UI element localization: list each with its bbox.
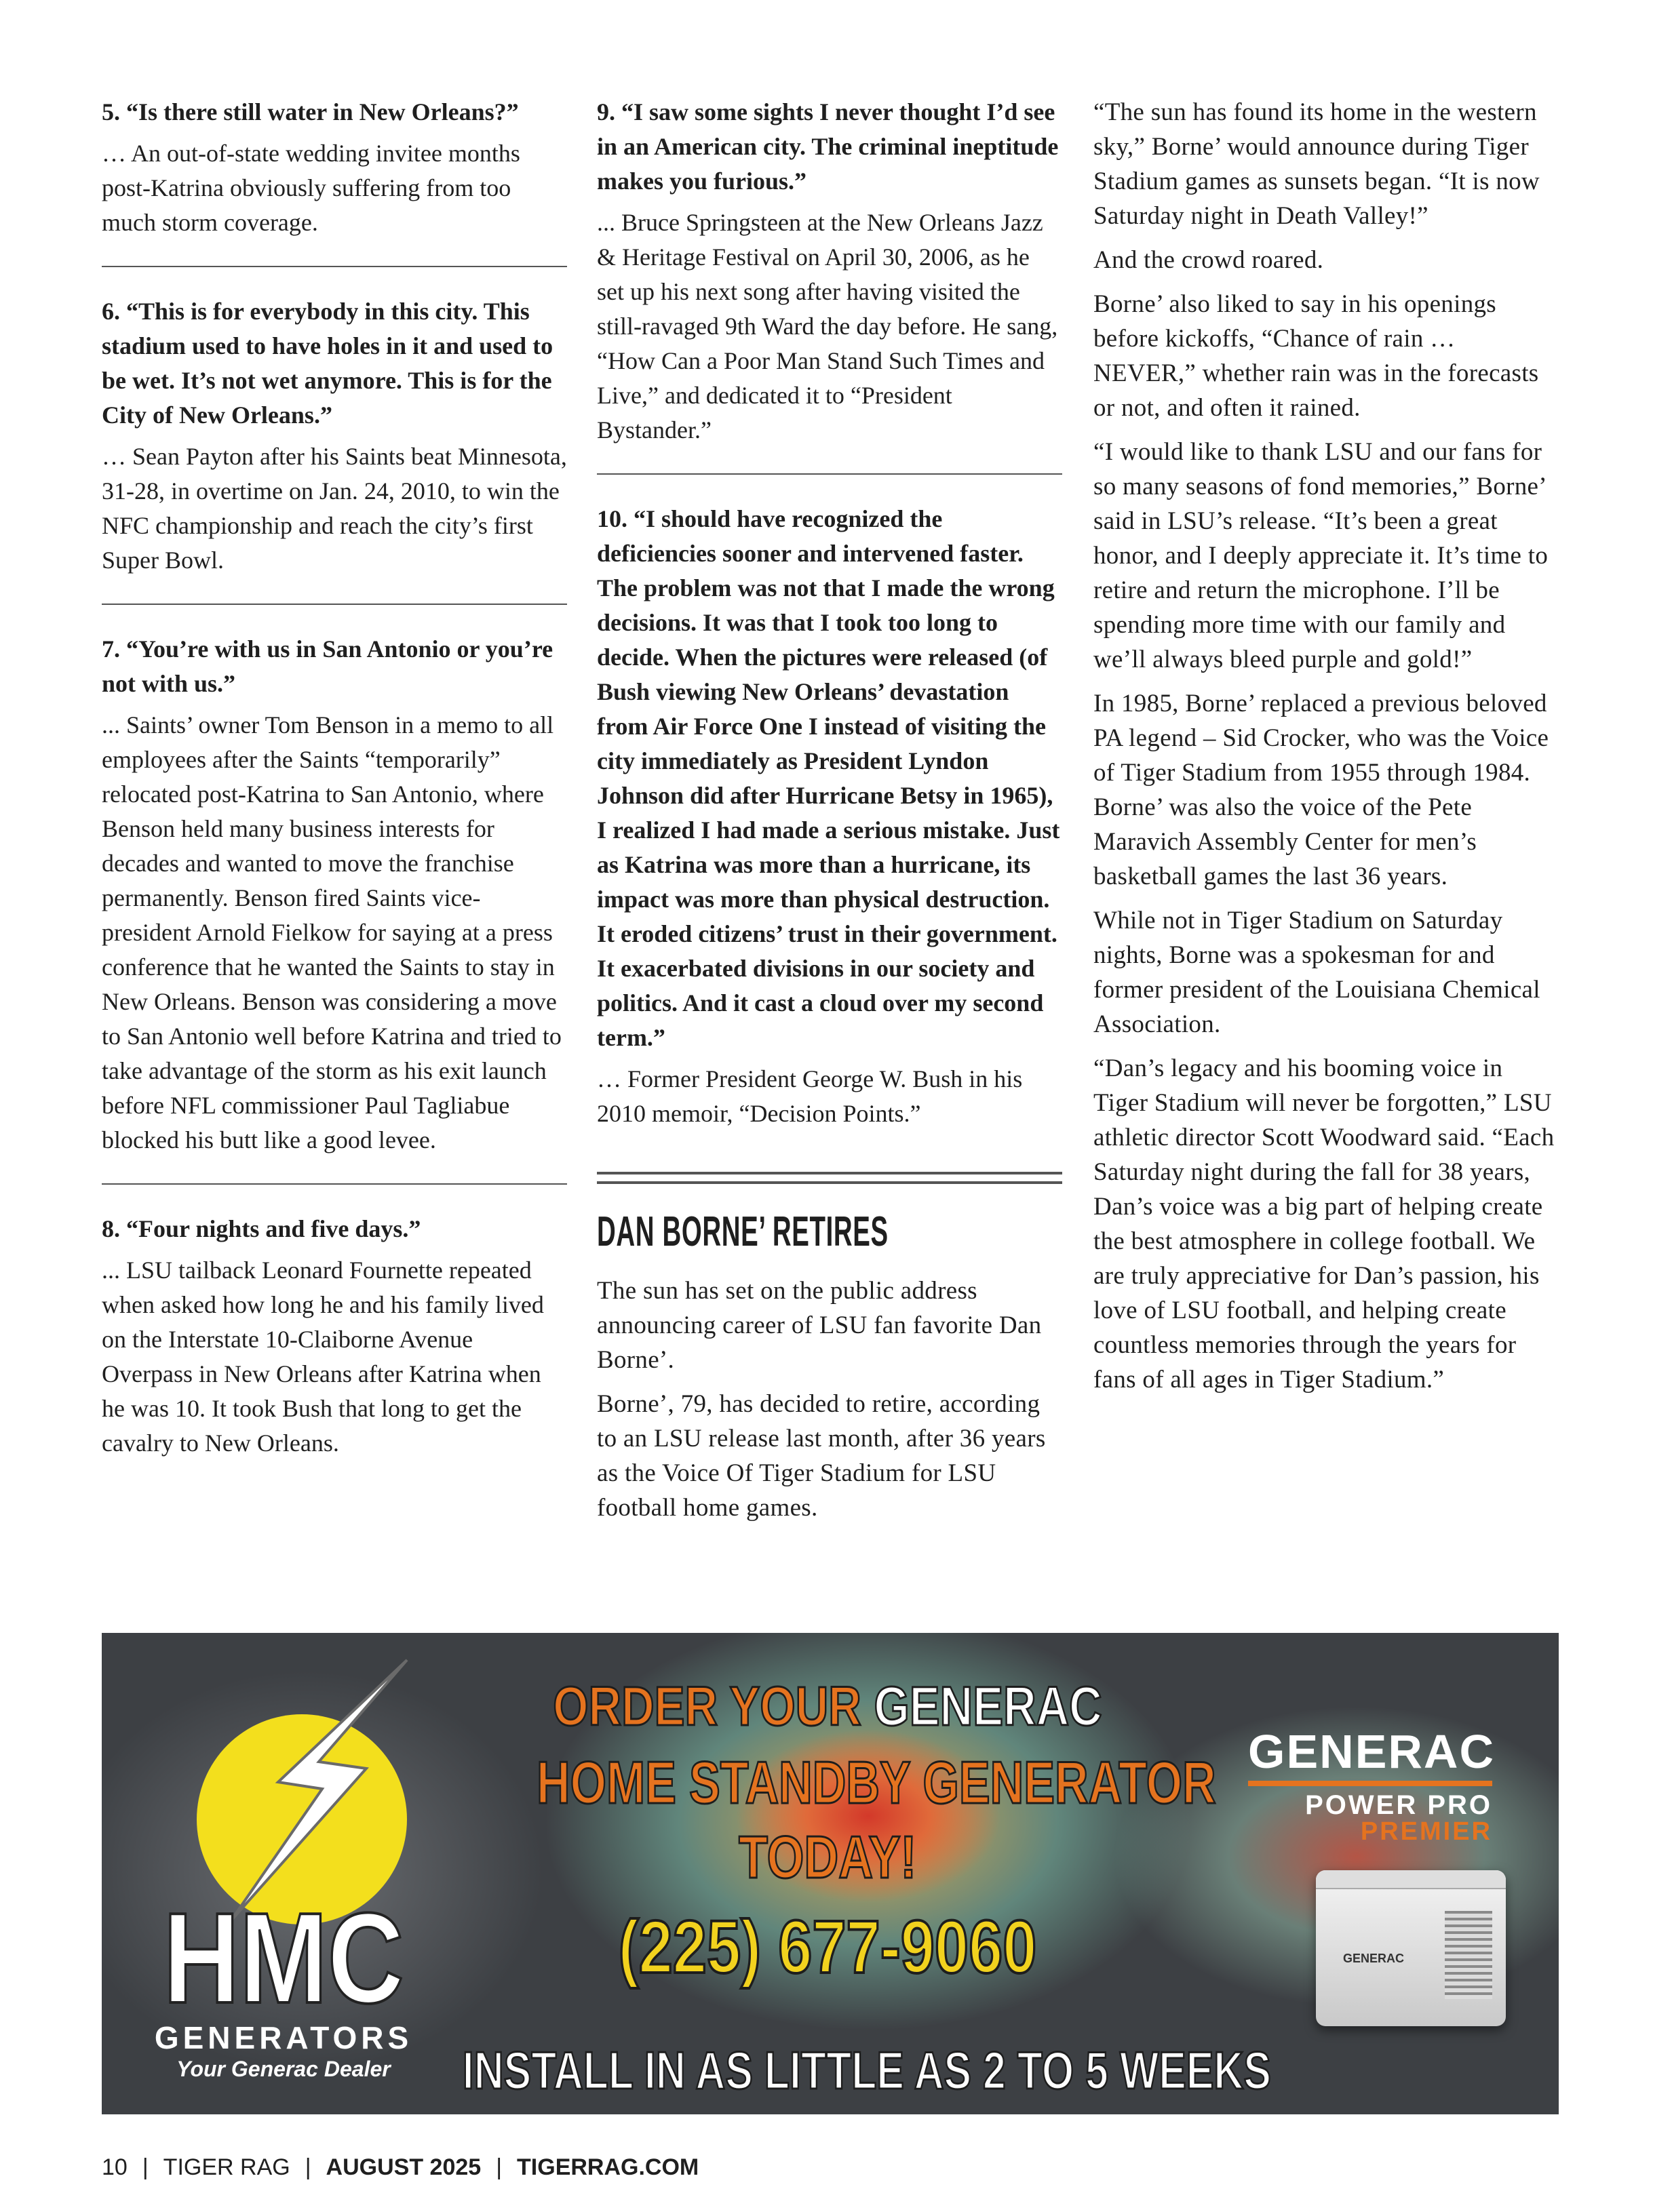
article-paragraph: In 1985, Borne’ replaced a previous beloved PA legend – Sid Crocker, who was the Voice of Tiger Stadium from 1955 through 1984. Borne’ was also the voice of the Pete Maravich Assembly Center for men’s basketball games the last 36 years. [1093, 690, 1549, 890]
ad-phone-number[interactable]: (225) 677-9060 [618, 1905, 1037, 1989]
lightning-bolt-icon [203, 1653, 421, 1924]
page-number: 10 [102, 2154, 128, 2180]
article-paragraph: “I would like to thank LSU and our fans for so many seasons of fond memories,” Borne’ said in LSU’s release. “It’s been a great honor, and I deeply appreciate it. It’s time to retire and return the microphone. I’ll be spending more time with our family and we’ll always bleed purple and gold!” [1093, 438, 1549, 673]
quote-9-heading: 9. “I saw some sights I never thought I’d see in an American city. The criminal ineptitude makes you furious.” [597, 98, 1059, 195]
hmc-logo-letters: HMC [163, 1887, 404, 2030]
quote-7-attribution: ... Saints’ owner Tom Benson in a memo to all employees after the Saints “temporarily” relocated post-Katrina to San Antonio, where Benson held many business interests for decades and wanted to move the franchise permanently. Benson fired Saints vice-president Arnold Fielkow for saying at a press conference that he wanted the Saints to stay in New Orleans. Benson was considering a move to San Antonio well before Katrina and tried to take advantage of the storm as his exit launch before NFL commissioner Paul Tagliabue blocked his butt like a good levee. [102, 711, 562, 1153]
premier-label: PREMIER [1360, 1817, 1492, 1846]
ad-headline-orange: ORDER YOUR [553, 1676, 861, 1737]
divider [102, 604, 567, 605]
divider [102, 266, 567, 267]
quote-10-heading: 10. “I should have recognized the deficiencies sooner and intervened faster. The problem was not that I made the wrong decisions. It was that I took too long to decide. When the pictures were released (of Bush viewing New Orleans’ devastation from Air Force One I instead of visiting the city immediately as President Lyndon Johnson did after Hurricane Betsy in 1965), I realized I had made a serious mistake. Just as Katrina was more than a hurricane, its impact was more than physical destruction. It eroded citizens’ trust in their government. It exacerbated divisions in our society and politics. And it cast a cloud over my second term.” [597, 505, 1060, 1051]
article-paragraph: “The sun has found its home in the western sky,” Borne’ would announce during Tiger Stadium games as sunsets began. “It is now Saturday night in Death Valley!” [1093, 98, 1540, 230]
ad-install-tagline: INSTALL IN AS LITTLE AS 2 TO 5 WEEKS [462, 2040, 1271, 2100]
generator-unit-lid [1316, 1870, 1506, 1889]
article-paragraph: “Dan’s legacy and his booming voice in Tiger Stadium will never be forgotten,” LSU athletic director Scott Woodward said. “Each Saturday night during the fall for 38 years, Dan’s voice was a big part of helping create the best atmosphere in college football. We are truly appreciative for Dan’s passion, his love of LSU football, and helping create countless memories through the years for fans of all ages in Tiger Stadium.” [1093, 1054, 1555, 1394]
article-paragraph: And the crowd roared. [1093, 246, 1324, 274]
generac-advertisement[interactable] [102, 1633, 1559, 2114]
ad-headline-white: GENERAC [874, 1676, 1102, 1737]
quote-8-attribution: ... LSU tailback Leonard Fournette repeated when asked how long he and his family lived on the Interstate 10-Claiborne Avenue Overpass in New Orleans after Katrina when he was 10. It took Bush that long to get the cavalry to New Orleans. [102, 1257, 544, 1457]
quote-9-attribution: ... Bruce Springsteen at the New Orleans Jazz & Heritage Festival on April 30, 2006, as he set up his next song after having visited the still-ravaged 9th Ward the day before. He sang, “How Can a Poor Man Stand Such Times and Live,” and dedicated it to “President Bystander.” [597, 209, 1058, 443]
quote-6-heading: 6. “This is for everybody in this city. This stadium used to have holes in it and used to be wet. It’s not wet anymore. This is for the City of New Orleans.” [102, 298, 553, 429]
hmc-dealer-tagline: Your Generac Dealer [176, 2057, 391, 2081]
ad-headline-line-3: TODAY! [738, 1823, 917, 1891]
divider [102, 1183, 567, 1185]
ad-headline-line-2: HOME STANDBY GENERATOR [537, 1749, 1216, 1816]
quote-5-heading: 5. “Is there still water in New Orleans?” [102, 98, 519, 125]
article-paragraph: The sun has set on the public address announcing career of LSU fan favorite Dan Borne’. [597, 1277, 1042, 1374]
footer-separator: | [142, 2154, 149, 2180]
article-paragraph: Borne’ also liked to say in his openings before kickoffs, “Chance of rain … NEVER,” whether rain was in the forecasts or not, and often it rained. [1093, 290, 1539, 422]
page-footer [102, 2154, 699, 2181]
generator-unit-vents [1445, 1911, 1492, 1999]
article-headline: DAN BORNE’ RETIRES [597, 1208, 889, 1255]
issue-date: AUGUST 2025 [326, 2154, 482, 2180]
quote-8-heading: 8. “Four nights and five days.” [102, 1215, 421, 1242]
generator-unit-brand: GENERAC [1343, 1952, 1405, 1965]
divider [597, 473, 1062, 475]
quote-7-heading: 7. “You’re with us in San Antonio or you’re not with us.” [102, 635, 553, 697]
quote-10-attribution: … Former President George W. Bush in his 2010 memoir, “Decision Points.” [597, 1065, 1023, 1127]
website-link[interactable]: TIGERRAG.COM [517, 2154, 699, 2180]
footer-separator: | [305, 2154, 311, 2180]
column-3 [1093, 95, 1559, 1406]
generac-logo-bar [1248, 1781, 1492, 1786]
article-paragraph: While not in Tiger Stadium on Saturday nights, Borne was a spokesman for and former president of the Louisiana Chemical Association. [1093, 907, 1540, 1038]
generator-unit-image [1316, 1870, 1506, 2026]
quote-5-attribution: … An out-of-state wedding invitee months post-Katrina obviously suffering from too much storm coverage. [102, 140, 520, 236]
column-1 [102, 95, 567, 1470]
power-pro-label: POWER PRO [1305, 1790, 1492, 1820]
article-paragraph: Borne’, 79, has decided to retire, according to an LSU release last month, after 36 years as the Voice Of Tiger Stadium for LSU football home games. [597, 1390, 1046, 1522]
double-divider [597, 1172, 1062, 1184]
publication-name: TIGER RAG [163, 2154, 290, 2180]
footer-separator: | [496, 2154, 503, 2180]
quote-6-attribution: … Sean Payton after his Saints beat Minnesota, 31-28, in overtime on Jan. 24, 2010, to win the NFC championship and reach the city’s first Super Bowl. [102, 443, 567, 574]
ad-headline-line-1 [549, 1675, 1106, 1739]
hmc-generators-label: GENERATORS [154, 2020, 413, 2055]
column-2 [597, 95, 1062, 1535]
generac-logo: GENERAC [1248, 1725, 1496, 1778]
